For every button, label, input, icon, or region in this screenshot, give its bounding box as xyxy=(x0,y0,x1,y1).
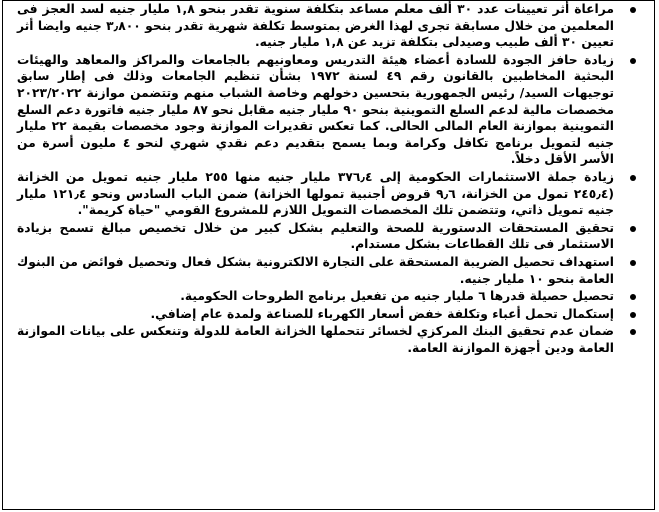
list-item xyxy=(17,288,614,305)
list-item xyxy=(17,323,614,356)
bullet-list xyxy=(3,1,654,356)
bullet-icon xyxy=(630,58,636,64)
list-item xyxy=(17,220,614,253)
bullet-icon xyxy=(630,226,636,232)
list-item-text: تحصيل حصيلة قدرها ٦ مليار جنيه من تفعيل برنامج الطروحات الحكومية. xyxy=(180,289,614,304)
list-item-text: إستكمال تحمل أعباء وتكلفة خفض أسعار الكهرباء للصناعة ولمدة عام إضافي. xyxy=(150,306,614,321)
list-item xyxy=(17,52,614,168)
bullet-icon xyxy=(630,312,636,318)
list-item-text: تحقيق المستحقات الدستورية للصحة والتعليم بشكل كبير من خلال تخصيص مبالغ تسمح بزيادة الاستثمار فى تلك القطاعات بشكل مستدام. xyxy=(17,220,614,252)
list-item-text: زيادة جملة الاستثمارات الحكومية إلى ٣٧٦٫٤ مليار جنيه منها ٢٥٥ مليار جنيه تمويل من الخزانة (٢٤٥٫٤ تمول من الخزانة، ٩٫٦ قروض أجنبية تمولها الخزانة) ضمن الباب السادس ونحو ١٢١٫٤ مليار جنيه تمويل ذاتي، وتتضمن تلك المخصصات التمويل اللازم للمشروع القومي "حياة كريمة". xyxy=(17,169,615,218)
list-item-text: استهداف تحصيل الضريبة المستحقة على التجارة الالكترونية بشكل فعال وتحصيل فوائض من البنوك العامة بنحو ١٠ مليار جنيه. xyxy=(17,254,614,286)
list-item-text: مراعاة أثر تعيينات عدد ٣٠ ألف معلم مساعد بتكلفة سنوية تقدر بنحو ١,٨ مليار جنيه لسد العجز فى المعلمين من خلال مسابقة تجرى لهذا الغرض بمتوسط تكلفة شهرية تقدر بنحو ٣٫٨٠٠ جنيه وايضا أثر تعيين ٣٠ ألف طبيب وصيدلى بتكلفة تزيد عن ١,٨ مليار جنيه. xyxy=(17,2,614,50)
bullet-icon xyxy=(630,7,636,13)
bullet-icon xyxy=(630,329,636,335)
bullet-icon xyxy=(630,260,636,266)
list-item xyxy=(17,306,614,323)
list-item-text: زيادة حافز الجودة للسادة أعضاء هيئة التدريس ومعاونيهم بالجامعات والمراكز والمعاهد والهيئات البحثية المخاطبين بالقانون رقم ٤٩ لسنة ١٩٧٢ بشأن تنظيم الجامعات وذلك فى إطار سابق توجيهات السيد/ رئيس الجمهورية بتحسين دخولهم وخاصة الشباب منهم وتتضمن موازنة ٢٠٢٣/٢٠٢٢ مخصصات مالية لدعم السلع التموينية بنحو ٩٠ مليار جنيه مقابل نحو ٨٧ مليار جنيه فاتورة دعم السلع التموينية بموازنة العام المالى الحالى. كما تعكس تقديرات الموازنة وجود مخصصات بقيمة ٢٢ مليار جنيه لتمويل برنامج تكافل وكرامة وبما يسمح بتقديم دعم نقدي شهري لنحو ٤ مليون أسرة من الأسر الأقل دخلاً. xyxy=(17,52,615,167)
list-item xyxy=(17,169,614,219)
bullet-icon xyxy=(630,294,636,300)
document-page xyxy=(2,0,655,510)
list-item-text: ضمان عدم تحقيق البنك المركزي لخسائر تتحملها الخزانة العامة للدولة وتنعكس على بيانات الموازنة العامة ودين أجهزة الموازنة العامة. xyxy=(17,324,614,355)
list-item xyxy=(17,1,614,51)
bullet-icon xyxy=(630,175,636,181)
list-item xyxy=(17,254,614,287)
